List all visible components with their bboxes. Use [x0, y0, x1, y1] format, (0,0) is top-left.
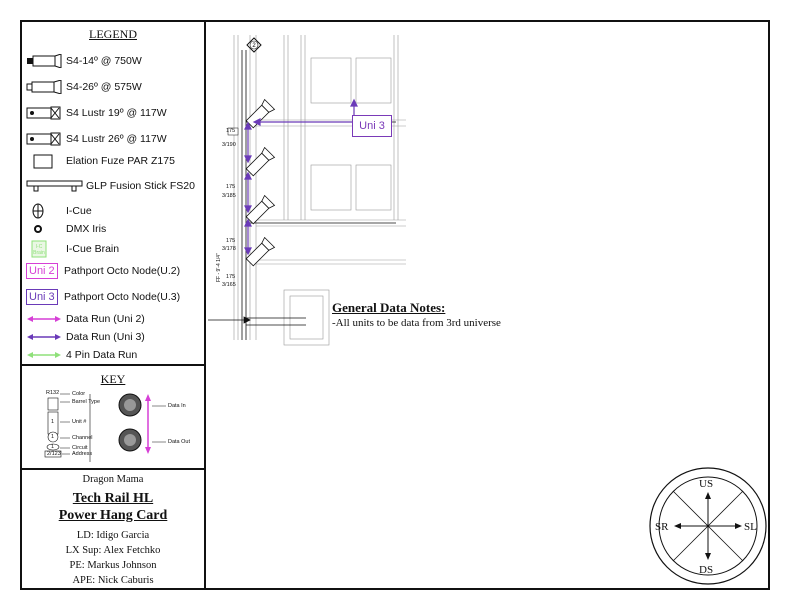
uni2-arrow-icon — [26, 310, 62, 328]
position-marker — [247, 38, 261, 52]
par-icon — [26, 152, 62, 170]
legend-item-label: Pathport Octo Node(U.3) — [64, 291, 181, 303]
title-block — [20, 470, 206, 590]
key-circuit-label: Circuit — [72, 445, 88, 451]
uni2-badge — [26, 262, 60, 280]
fixture-address: 3/190 — [222, 142, 236, 148]
key-address-value: 2/123 — [47, 451, 61, 457]
show-name: Dragon Mama — [82, 474, 144, 485]
key-circuit-number: 1 — [51, 444, 55, 450]
dmx-iris-icon — [26, 220, 62, 238]
compass-ds-label: DS — [699, 564, 714, 576]
fusion-stick-icon — [26, 177, 84, 195]
legend-item-4pin-data-run — [26, 346, 137, 364]
lighting-designer: LD: Idigo Garcia — [76, 530, 150, 541]
legend-item-label: I-Cue — [66, 205, 92, 217]
key-channel-label: Channel — [72, 435, 93, 441]
key-color-label: Color — [72, 391, 86, 397]
compass-us-label: US — [699, 478, 714, 490]
key-barrel-icon — [48, 398, 58, 410]
legend-item-label: GLP Fusion Stick FS20 — [86, 180, 195, 192]
production-electrician: PE: Markus Johnson — [69, 560, 157, 571]
compass-sr-label: SR — [655, 521, 669, 533]
trim-dimension: FF - 9'-4 1/4" — [216, 253, 222, 282]
key-data-out-label: Data Out — [168, 439, 191, 445]
i-cue-brain-text: Brain — [33, 250, 45, 256]
legend-item-label: Data Run (Uni 2) — [66, 313, 145, 325]
key-address-label: Address — [72, 451, 93, 457]
legend-item-data-run-uni3 — [26, 328, 145, 346]
legend-item-i-cue-brain — [26, 240, 119, 258]
uni3-badge — [26, 288, 60, 306]
key-data-in-label: Data In — [168, 403, 186, 409]
uni2-badge-text: Uni 2 — [26, 263, 58, 279]
lustr-26-icon — [26, 130, 62, 148]
key-title: KEY — [100, 372, 126, 386]
fixture-channel: 175 — [226, 238, 236, 244]
lx-supervisor: LX Sup: Alex Fetchko — [65, 545, 161, 556]
fixture-address: 3/165 — [222, 282, 236, 288]
notes-title: General Data Notes: — [332, 300, 446, 315]
legend-item-label: Data Run (Uni 3) — [66, 331, 145, 343]
s4-26-icon — [26, 78, 62, 96]
legend-item-lustr-19 — [26, 104, 167, 122]
legend-item-label: Elation Fuze PAR Z175 — [66, 155, 175, 167]
i-cue-brain-text: I-C — [35, 244, 43, 250]
legend-item-lustr-26 — [26, 130, 167, 148]
uni3-node-box — [352, 115, 392, 137]
assistant-production-electrician: APE: Nick Caburis — [72, 575, 154, 586]
legend-item-uni2-node — [26, 262, 180, 280]
uni3-badge-text: Uni 3 — [26, 289, 58, 305]
compass-sl-label: SL — [744, 521, 757, 533]
notes-body: -All units to be data from 3rd universe — [332, 317, 501, 329]
legend-item-label: S4 Lustr 26º @ 117W — [66, 133, 167, 145]
uni3-node-label: Uni 3 — [359, 120, 385, 132]
legend-item-s4-14 — [26, 52, 142, 70]
key-panel — [20, 366, 206, 470]
legend-item-par — [26, 152, 175, 170]
legend-item-s4-26 — [26, 78, 142, 96]
legend-item-label: S4 Lustr 19º @ 117W — [66, 107, 167, 119]
legend-panel — [20, 20, 206, 366]
legend-item-dmx-iris — [26, 220, 106, 238]
legend-item-label: I-Cue Brain — [66, 243, 120, 255]
legend-item-label: S4-14º @ 750W — [66, 55, 142, 67]
drawing-title-line1: Tech Rail HL — [72, 491, 154, 506]
s4-14-icon — [26, 52, 62, 70]
four-pin-arrow-icon — [26, 346, 62, 364]
i-cue-brain-icon — [26, 240, 62, 258]
lustr-19-icon — [26, 104, 62, 122]
fixture-address: 3/178 — [222, 246, 236, 252]
key-channel-number: 1 — [51, 434, 55, 440]
legend-item-label: 4 Pin Data Run — [66, 349, 138, 361]
key-barrel-label: Barrel Type — [72, 399, 101, 405]
legend-item-label: DMX Iris — [66, 223, 107, 235]
fixture-channel: 175 — [226, 128, 236, 134]
legend-item-label: Pathport Octo Node(U.2) — [64, 265, 181, 277]
drawing-title-line2: Power Hang Card — [58, 508, 168, 523]
fixture-channel: 175 — [226, 184, 236, 190]
legend-item-label: S4-26º @ 575W — [66, 81, 142, 93]
legend-item-fusion-stick — [26, 177, 195, 195]
legend-item-uni3-node — [26, 288, 180, 306]
key-unit-number: 1 — [51, 419, 55, 425]
legend-title: LEGEND — [89, 27, 137, 41]
fixture-channel: 175 — [226, 274, 236, 280]
position-label: 2 — [252, 43, 256, 49]
i-cue-icon — [26, 202, 62, 220]
uni3-arrow-icon — [26, 328, 62, 346]
legend-item-data-run-uni2 — [26, 310, 145, 328]
key-color-value: R132 — [46, 390, 60, 396]
legend-item-i-cue — [26, 202, 92, 220]
fixture-address: 3/185 — [222, 193, 236, 199]
key-unit-label: Unit # — [72, 419, 87, 425]
